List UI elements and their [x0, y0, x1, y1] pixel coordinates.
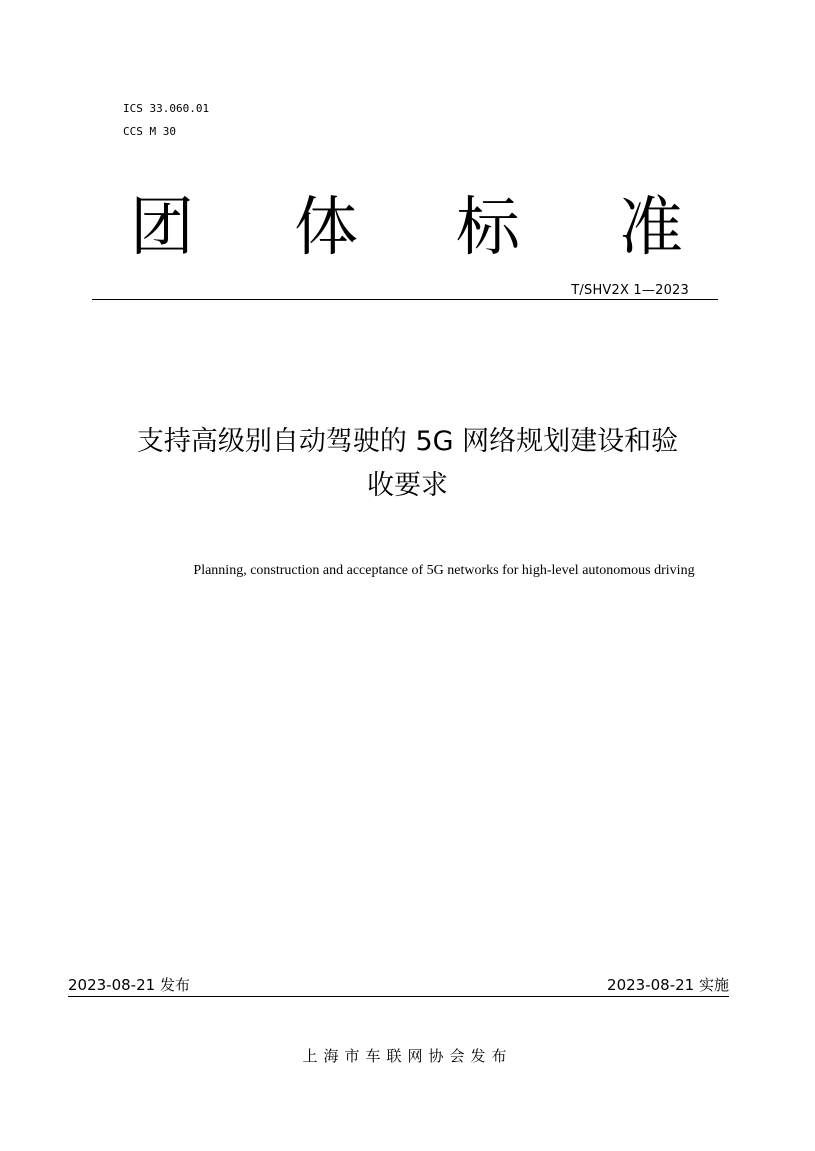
ccs-code: CCS M 30 [123, 125, 176, 138]
date-divider [68, 996, 729, 997]
publish-date: 2023-08-21 发布 [68, 976, 190, 994]
standard-type-char-4: 准 [619, 191, 683, 265]
publisher: 上海市车联网协会发布 [302, 1047, 513, 1065]
header-divider [92, 299, 718, 300]
effective-date: 2023-08-21 实施 [607, 976, 729, 994]
standard-type-char-3: 标 [456, 191, 520, 265]
document-title [80, 420, 735, 508]
ics-code: ICS 33.060.01 [123, 102, 210, 115]
document-title-line-1: 支持高级别自动驾驶的 5G 网络规划建设和验 [136, 426, 679, 457]
standard-type-char-2: 体 [294, 191, 358, 265]
standard-type-char-1: 团 [130, 191, 194, 265]
document-title-line-2: 收要求 [367, 470, 448, 501]
standard-number: T/SHV2X 1—2023 [571, 283, 689, 298]
english-title: Planning, construction and acceptance of 5G networks for high-level autonomous driving [193, 563, 695, 578]
